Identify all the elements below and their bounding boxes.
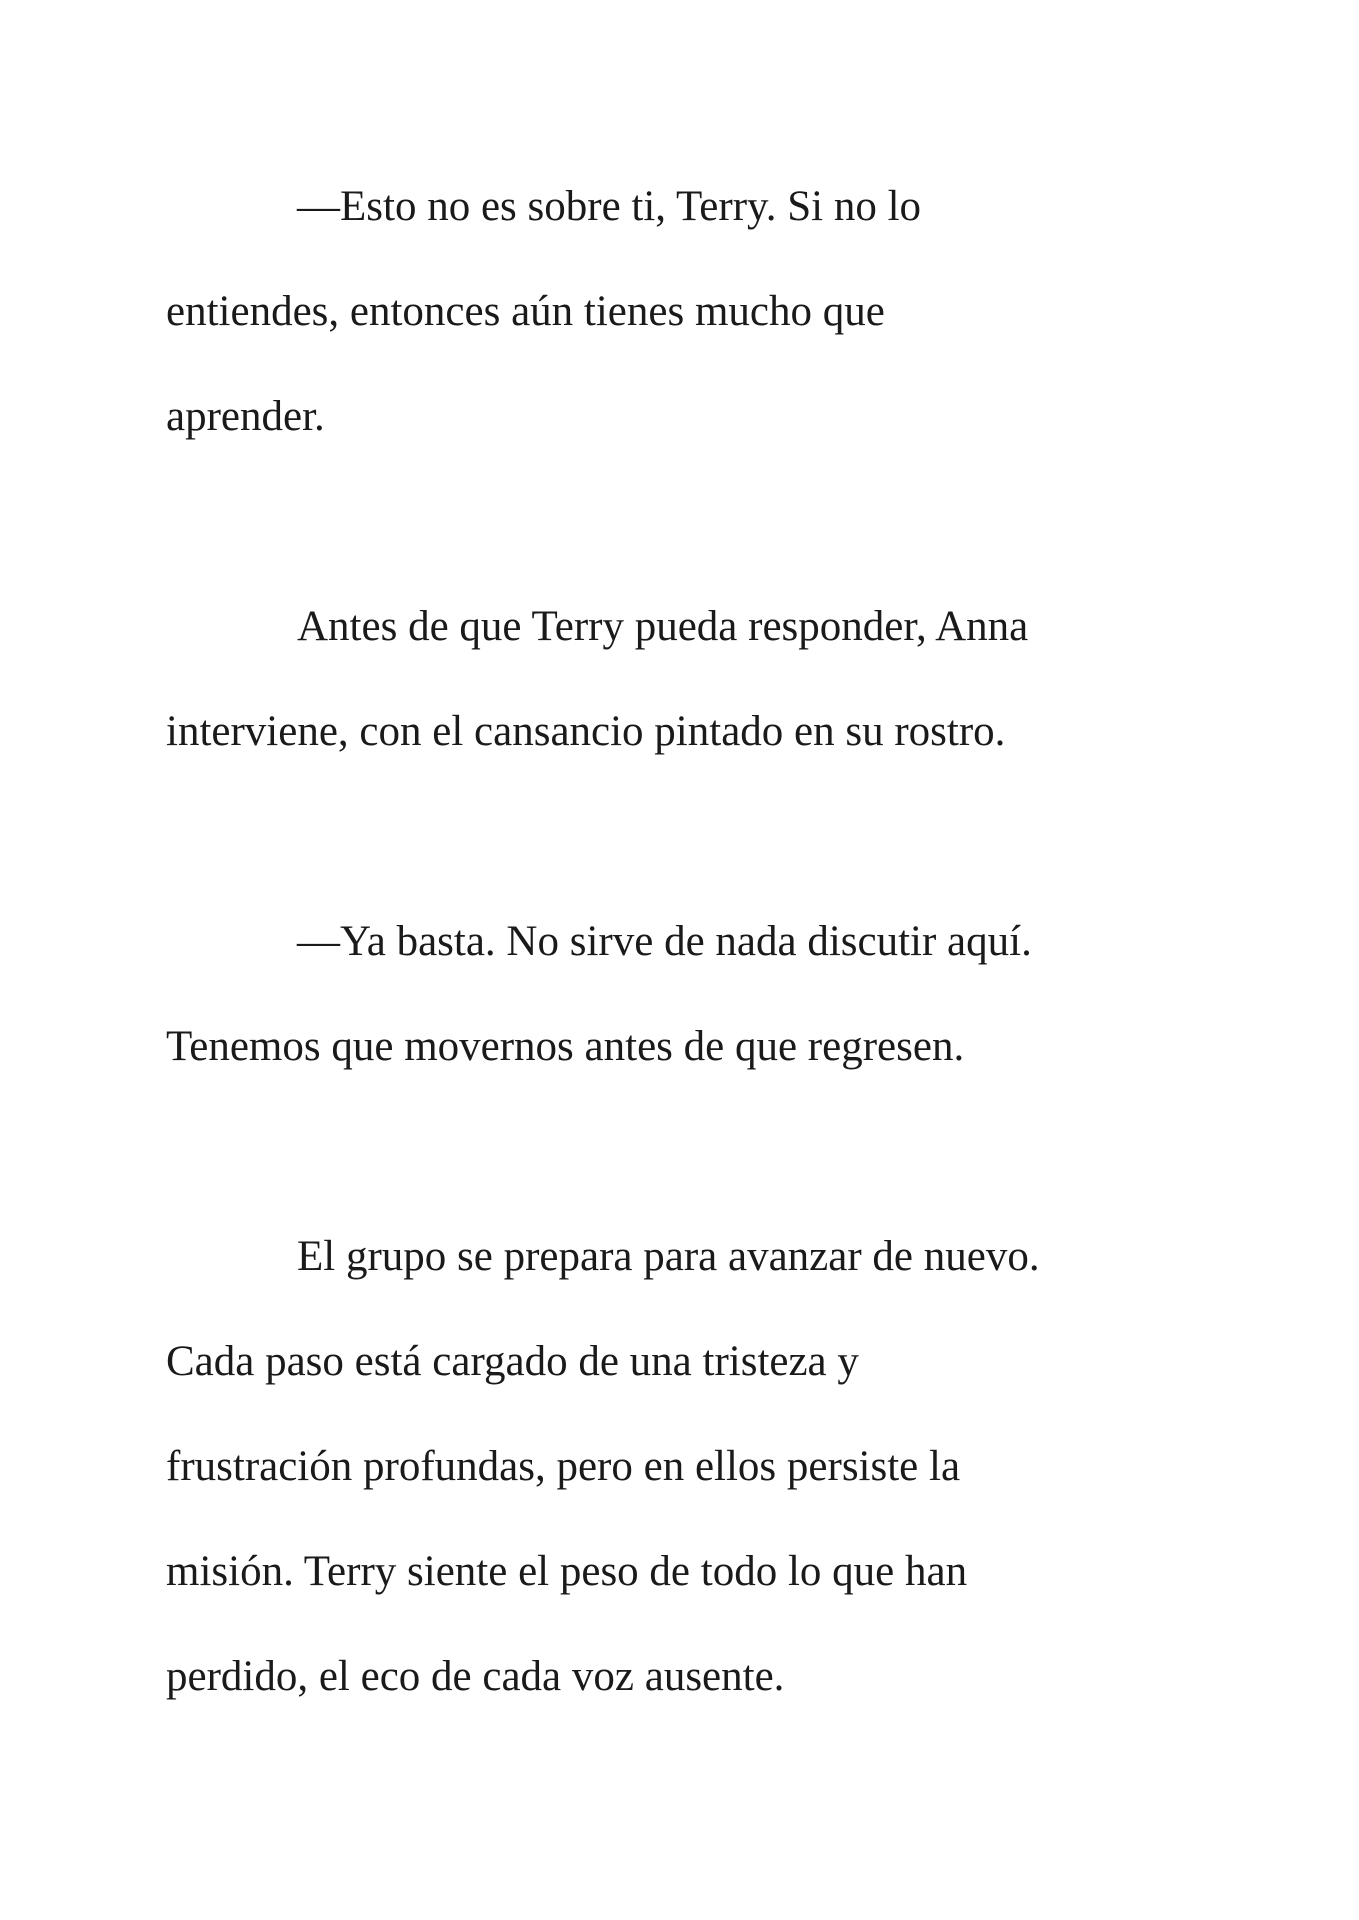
text-line: Cada paso está cargado de una tristeza y — [166, 1338, 859, 1385]
text-line: entiendes, entonces aún tienes mucho que — [166, 288, 885, 335]
text-line: frustración profundas, pero en ellos persiste la — [166, 1443, 961, 1490]
text-line: perdido, el eco de cada voz ausente. — [166, 1653, 785, 1700]
text-line: Tenemos que movernos antes de que regresen. — [166, 1023, 965, 1070]
text-line: interviene, con el cansancio pintado en su rostro. — [166, 708, 1006, 755]
text-line: Antes de que Terry pueda responder, Anna — [297, 603, 1029, 650]
text-line: misión. Terry siente el peso de todo lo que han — [166, 1548, 968, 1595]
text-line: —Esto no es sobre ti, Terry. Si no lo — [297, 183, 922, 230]
paragraph-3 — [166, 889, 1206, 1099]
text-line: El grupo se prepara para avanzar de nuevo. — [297, 1233, 1040, 1280]
paragraph-4 — [166, 1204, 1206, 1729]
paragraph-2 — [166, 574, 1206, 784]
paragraph-1 — [166, 154, 1206, 469]
text-line: aprender. — [166, 393, 325, 440]
body-text — [166, 154, 1206, 1729]
text-line: —Ya basta. No sirve de nada discutir aquí. — [297, 918, 1032, 965]
